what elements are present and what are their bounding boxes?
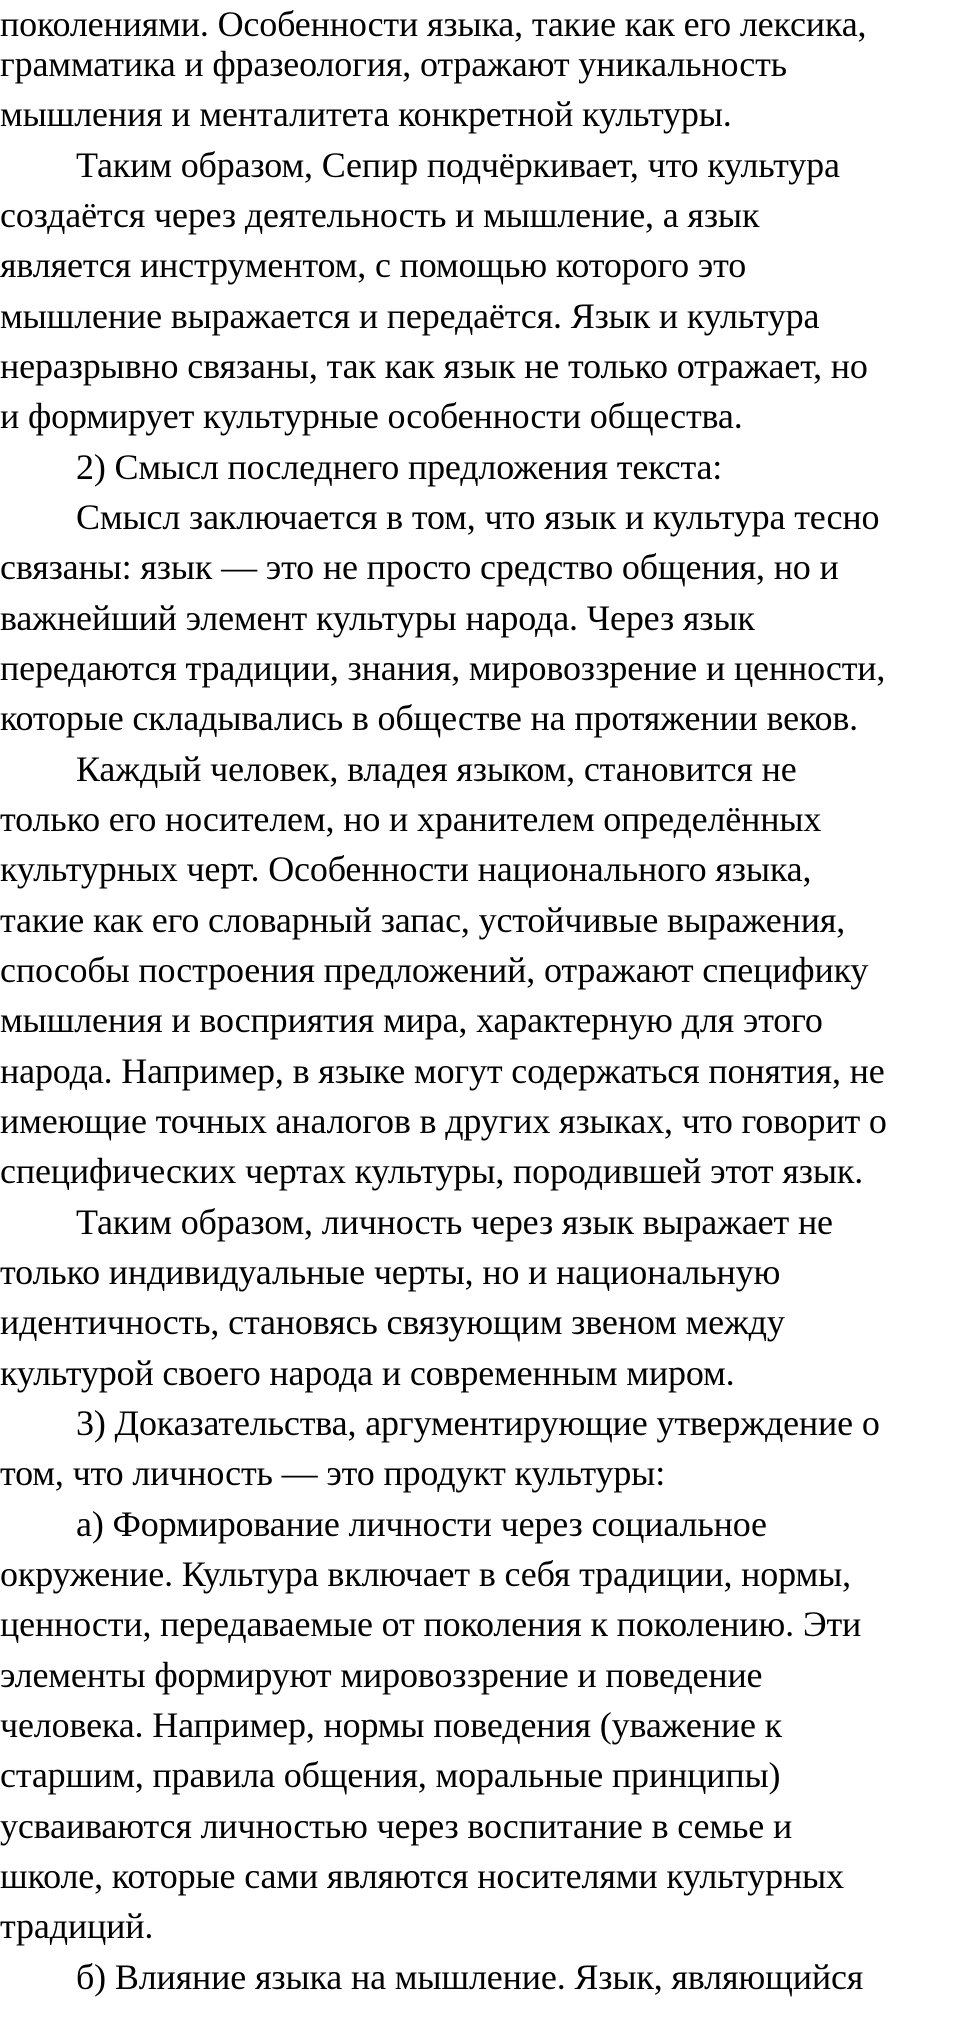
text-line: создаётся через деятельность и мышление, а язык — [0, 195, 760, 235]
text-line: такие как его словарный запас, устойчивые выражения, — [0, 900, 846, 940]
text-line: которые складывались в обществе на протяжении веков. — [0, 698, 859, 738]
section-heading: 3) Доказательства, аргументирующие утверждение о — [76, 1403, 880, 1443]
paragraph-first-line: а) Формирование личности через социальное — [76, 1504, 767, 1544]
text-line: окружение. Культура включает в себя традиции, нормы, — [0, 1554, 851, 1594]
text-line: важнейший элемент культуры народа. Через язык — [0, 598, 755, 638]
paragraph-first-line: Каждый человек, владея языком, становится не — [76, 749, 797, 789]
text-line: специфических чертах культуры, породившей этот язык. — [0, 1151, 864, 1191]
text-line: культурой своего народа и современным миром. — [0, 1353, 735, 1393]
text-line: элементы формируют мировоззрение и поведение — [0, 1655, 763, 1695]
section-heading: 2) Смысл последнего предложения текста: — [76, 447, 723, 487]
text-line: имеющие точных аналогов в других языках, что говорит о — [0, 1101, 887, 1141]
text-line: идентичность, становясь связующим звеном между — [0, 1302, 785, 1342]
text-line: способы построения предложений, отражают специфику — [0, 950, 869, 990]
text-line: народа. Например, в языке могут содержаться понятия, не — [0, 1051, 885, 1091]
paragraph-first-line: б) Влияние языка на мышление. Язык, являющийся — [76, 1957, 864, 1997]
text-line: неразрывно связаны, так как язык не только отражает, но — [0, 346, 868, 386]
text-line: является инструментом, с помощью которого это — [0, 245, 747, 285]
text-line: связаны: язык — это не просто средство общения, но и — [0, 547, 839, 587]
paragraph-first-line: Таким образом, личность через язык выражает не — [76, 1202, 833, 1242]
paragraph-first-line: Смысл заключается в том, что язык и культура тесно — [76, 497, 880, 537]
text-line: мышления и восприятия мира, характерную для этого — [0, 1000, 823, 1040]
text-line: ценности, передаваемые от поколения к поколению. Эти — [0, 1604, 862, 1644]
text-line: культурных черт. Особенности национального языка, — [0, 849, 812, 889]
text-line: только индивидуальные черты, но и национальную — [0, 1252, 781, 1292]
text-line: мышления и менталитета конкретной культуры. — [0, 94, 732, 134]
text-line: мышление выражается и передаётся. Язык и культура — [0, 296, 820, 336]
text-line: передаются традиции, знания, мировоззрение и ценности, — [0, 648, 886, 688]
text-line: усваиваются личностью через воспитание в семье и — [0, 1806, 793, 1846]
text-line: том, что личность — это продукт культуры: — [0, 1453, 666, 1493]
text-line: поколениями. Особенности языка, такие как его лексика, — [0, 4, 867, 44]
text-line: только его носителем, но и хранителем определённых — [0, 799, 822, 839]
text-line: человека. Например, нормы поведения (уважение к — [0, 1705, 782, 1745]
text-line: школе, которые сами являются носителями культурных — [0, 1856, 844, 1896]
text-line: старшим, правила общения, моральные принципы) — [0, 1755, 781, 1795]
text-line: и формирует культурные особенности общества. — [0, 396, 743, 436]
paragraph-first-line: Таким образом, Сепир подчёркивает, что культура — [76, 145, 840, 185]
text-line: традиций. — [0, 1906, 154, 1946]
text-line: грамматика и фразеология, отражают уникальность — [0, 44, 787, 84]
